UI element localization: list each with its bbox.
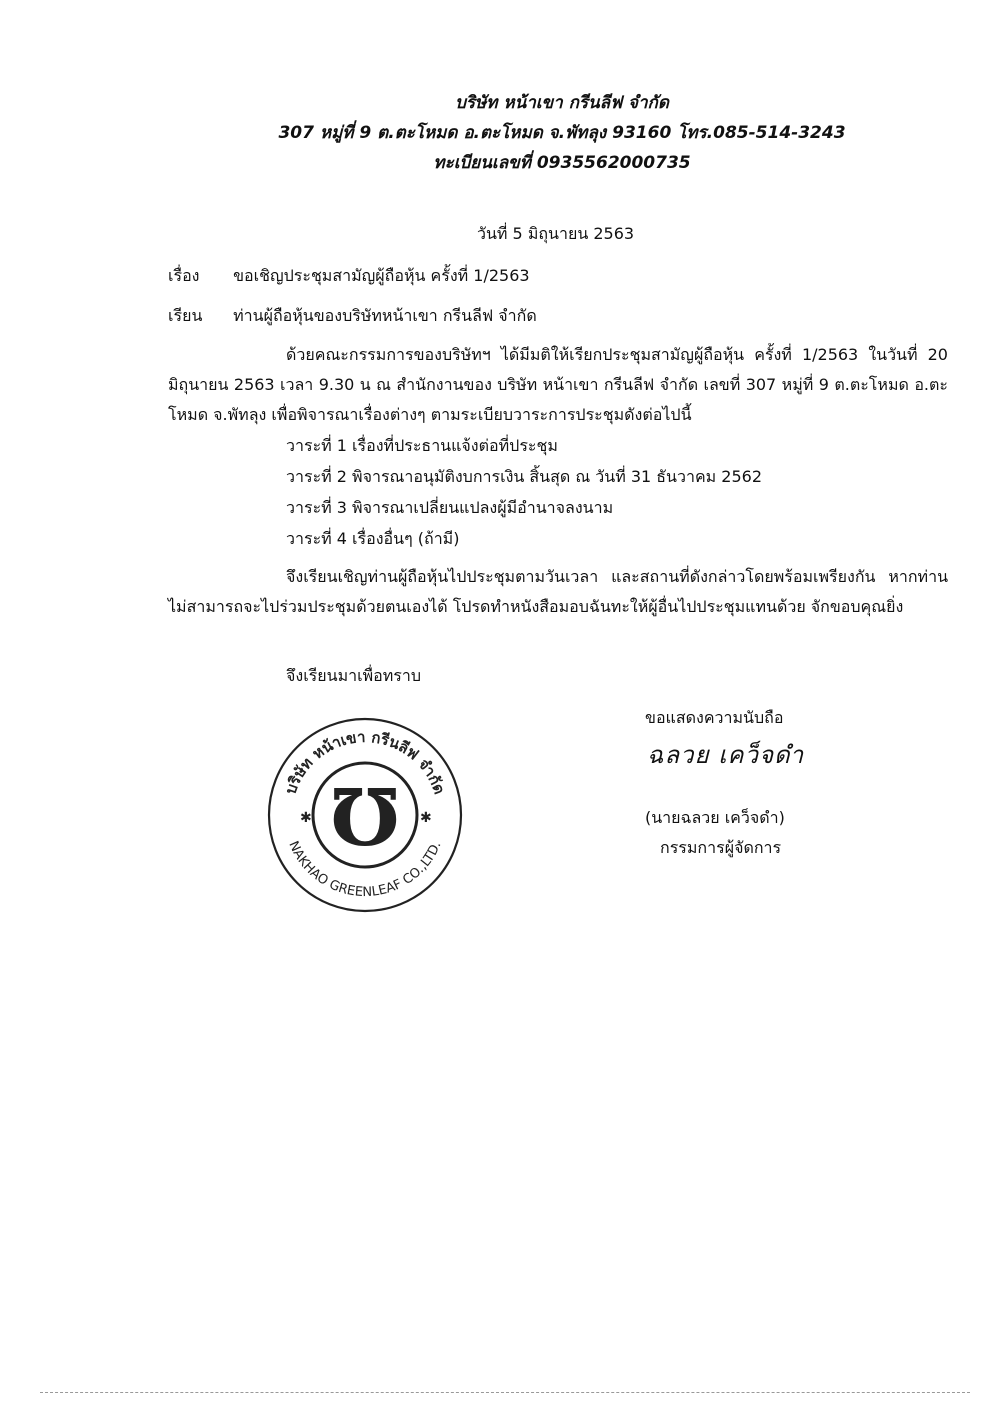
seal-right-star-icon: ✱ bbox=[420, 810, 432, 826]
subject-line bbox=[168, 264, 530, 289]
letterhead bbox=[0, 88, 992, 178]
agenda-item: วาระที่ 1 เรื่องที่ประธานแจ้งต่อที่ประชุม bbox=[286, 436, 558, 455]
recipient-line bbox=[168, 304, 537, 329]
seal-center-glyph: ℧ bbox=[330, 773, 400, 864]
company-address: 307 หมู่ที่ 9 ต.ตะโหมด อ.ตะโหมด จ.พัทลุง 93160 โทร.085-514-3243 bbox=[278, 123, 846, 143]
subject-text: ขอเชิญประชุมสามัญผู้ถือหุ้น ครั้งที่ 1/2563 bbox=[233, 266, 530, 285]
signer-title: กรรมการผู้จัดการ bbox=[660, 838, 782, 857]
signer-name: (นายฉลวย เคว็จดำ) bbox=[645, 808, 785, 827]
closing-line: จึงเรียนมาเพื่อทราบ bbox=[286, 666, 421, 685]
seal-english-text: NAKHAO GREENLEAF CO.,LTD. bbox=[285, 839, 445, 901]
seal-thai-text: บริษัท หน้าเขา กรีนลีฟ จำกัด bbox=[281, 727, 449, 797]
body-paragraph-2: จึงเรียนเชิญท่านผู้ถือหุ้นไปประชุมตามวันเวลา และสถานที่ดังกล่าวโดยพร้อมเพรียงกัน หากท่านไม่สามารถจะไปร่วมประชุมด้วยตนเองได้ โปรดทำหนังสือมอบฉันทะให้ผู้อื่นไปประชุมแทนด้วย จักขอบคุณยิ่ง bbox=[168, 567, 948, 616]
agenda-item: วาระที่ 3 พิจารณาเปลี่ยนแปลงผู้มีอำนาจลงนาม bbox=[286, 498, 614, 517]
seal-graphic bbox=[262, 712, 468, 918]
subject-label: เรื่อง bbox=[168, 266, 200, 285]
agenda-list bbox=[286, 430, 762, 554]
recipient-text: ท่านผู้ถือหุ้นของบริษัทหน้าเขา กรีนลีฟ จำกัด bbox=[233, 306, 537, 325]
company-registration: ทะเบียนเลขที่ 0935562000735 bbox=[433, 153, 691, 173]
company-seal bbox=[262, 712, 468, 922]
handwritten-signature: ฉลวย เคว็จดำ bbox=[647, 741, 805, 769]
agenda-item: วาระที่ 2 พิจารณาอนุมัติงบการเงิน สิ้นสุด ณ วันที่ 31 ธันวาคม 2562 bbox=[286, 467, 763, 486]
company-name: บริษัท หน้าเขา กรีนลีฟ จำกัด bbox=[455, 93, 669, 113]
letter-date: วันที่ 5 มิถุนายน 2563 bbox=[477, 224, 635, 243]
regards: ขอแสดงความนับถือ bbox=[645, 708, 784, 727]
agenda-item: วาระที่ 4 เรื่องอื่นๆ (ถ้ามี) bbox=[286, 529, 460, 548]
body-paragraph-1: ด้วยคณะกรรมการของบริษัทฯ ได้มีมติให้เรียกประชุมสามัญผู้ถือหุ้น ครั้งที่ 1/2563 ในวันที่ 20 มิถุนายน 2563 เวลา 9.30 น ณ สำนักงานของ บริษัท หน้าเขา กรีนลีฟ จำกัด เลขที่ 307 หมู่ที่ 9 ต.ตะโหมด อ.ตะโหมด จ.พัทลุง เพื่อพิจารณาเรื่องต่างๆ ตามระเบียบวาระการประชุมดังต่อไปนี้ bbox=[168, 345, 948, 424]
page-bottom-rule bbox=[40, 1392, 970, 1393]
seal-left-star-icon: ✱ bbox=[300, 810, 312, 826]
recipient-label: เรียน bbox=[168, 306, 203, 325]
